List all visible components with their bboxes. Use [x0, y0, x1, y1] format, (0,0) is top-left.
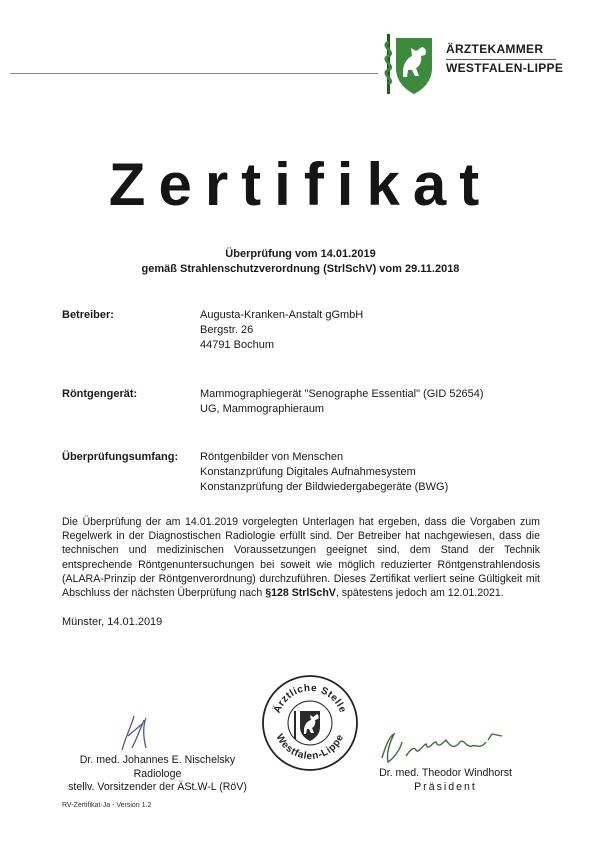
geraet-label: Röntgengerät: [62, 388, 138, 400]
org-name [446, 40, 563, 78]
umfang-label: Überprüfungsumfang: [62, 451, 179, 463]
official-seal [260, 673, 360, 773]
umfang-line2: Konstanzprüfung Digitales Aufnahmesystem [200, 466, 416, 478]
svg-text:Ärztliche Stelle [270, 683, 348, 715]
document-version: RV-Zertifikat-Ja - Version 1.2 [62, 802, 152, 809]
signer-left [60, 754, 255, 795]
betreiber-value [200, 308, 363, 353]
org-name-line1: ÄRZTEKAMMER [446, 42, 544, 56]
org-name-line2: WESTFALEN-LIPPE [446, 61, 564, 75]
signer-right-role: Präsident [414, 780, 477, 793]
betreiber-name: Augusta-Kranken-Anstalt gGmbH [200, 309, 364, 321]
seal-text-bottom: Westfalen-Lippe [273, 732, 347, 763]
statement-text1: Die Überprüfung der am 14.01.2019 vorgelegten Unterlagen hat ergeben, dass die Vorgaben zum Regelwerk in der Diagnostischen Radiologie erfüllt sind. Der Betreiber hat nachgewiesen, dass die technischen und medizinischen Voraussetzungen geeignet sind, dem Stand der Technik entsprechende Röntgenuntersuchungen bei soweit wie möglich reduzierter Röntgenstrahlendosis (ALARA-Prinzip der Röntgenverordnung) durchzuführen. [62, 516, 540, 585]
signer-left-name: Dr. med. Johannes E. Nischelsky [79, 754, 236, 766]
geraet-line2: UG, Mammographieraum [200, 403, 325, 415]
signer-right [368, 767, 523, 794]
betreiber-street: Bergstr. 26 [200, 324, 254, 336]
signature-left [62, 714, 258, 756]
signature-right [376, 728, 516, 768]
subtitle-line2: gemäß Strahlenschutzverordnung (StrlSchV) vom 29.11.2018 [141, 263, 460, 275]
betreiber-city: 44791 Bochum [200, 339, 274, 351]
subtitle [0, 247, 601, 277]
seal-text-top: Ärztliche Stelle [271, 682, 349, 715]
betreiber-label: Betreiber: [62, 309, 114, 321]
umfang-value [200, 450, 448, 495]
signer-right-name: Dr. med. Theodor Windhorst [379, 767, 512, 779]
place-date: Münster, 14.01.2019 [62, 616, 163, 628]
umfang-line3: Konstanzprüfung der Bildwiedergabegeräte (BWG) [200, 481, 449, 493]
statement-legal-reference: §128 StrlSchV [265, 587, 336, 600]
horse-shield-icon [378, 30, 436, 98]
statement-text2: Dieses Zertifikat verliert seine Gültigkeit mit Abschluss der nächsten Überprüfung nach [62, 572, 540, 600]
umfang-line1: Röntgenbilder von Menschen [200, 451, 344, 463]
header-divider-left [10, 73, 378, 74]
signer-left-title: Radiologe [133, 767, 182, 780]
geraet-value [200, 387, 484, 417]
certificate-statement [62, 515, 540, 600]
statement-text3: , spätestens jedoch am 12.01.2021. [335, 587, 504, 600]
page-title: Zertifikat [108, 151, 493, 218]
geraet-line1: Mammographiegerät "Senographe Essential" (GID 52654) [200, 388, 484, 400]
signer-left-role: stellv. Vorsitzender der ÄSt.W-L (RöV) [68, 781, 247, 793]
subtitle-line1: Überprüfung vom 14.01.2019 [225, 248, 376, 260]
